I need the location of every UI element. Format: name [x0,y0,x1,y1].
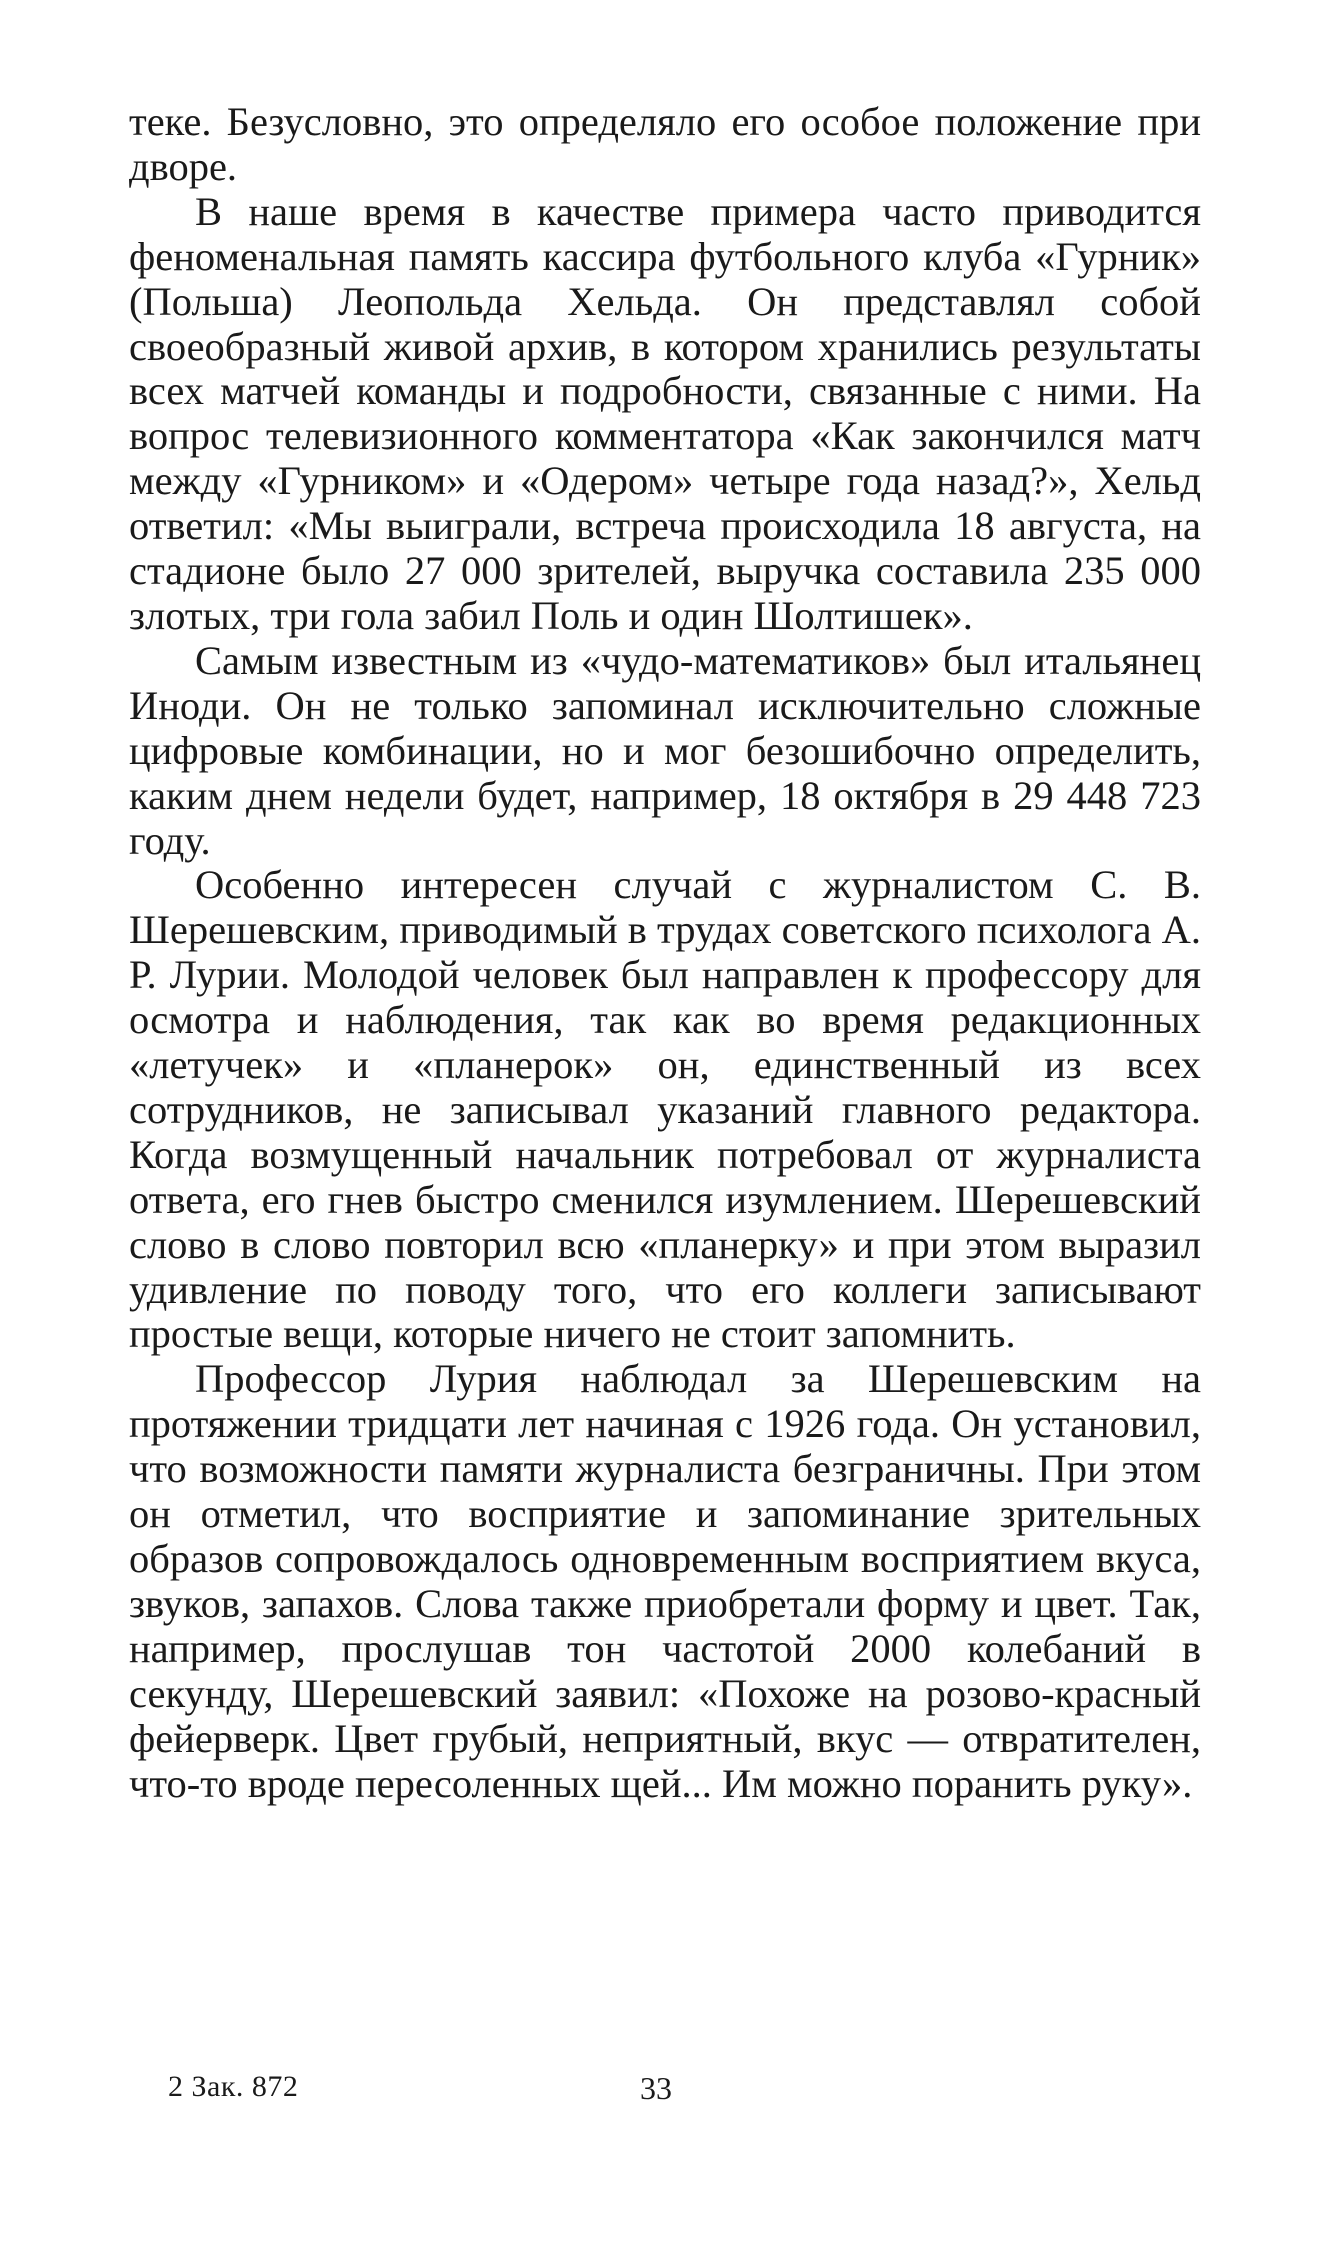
page-footer [0,2070,1325,2118]
paragraph-inodi: Самым известным из «чудо-математиков» был итальянец Иноди. Он не только запоминал исключительно сложные цифровые комбинации, но и мог безошибочно определить, каким днем недели будет, например, 18 октября в 29 448 723 году. [129,637,1201,863]
paragraph-luria: Профессор Лурия наблюдал за Шерешевским на протяжении тридцати лет начиная с 1926 года. Он установил, что возможности памяти журналиста безграничны. При этом он отметил, что восприятие и запоминание зрительных образов сопровождалось одновременным восприятием вкуса, звуков, запахов. Слова также приобретали форму и цвет. Так, например, прослушав тон частотой 2000 колебаний в секунду, Шерешевский заявил: «Похоже на розово-красный фейерверк. Цвет грубый, неприятный, вкус — отвратителен, что-то вроде пересоленных щей... Им можно поранить руку». [129,1356,1201,1806]
page-number: 33 [640,2070,672,2106]
paragraph-shereshevsky: Особенно интересен случай с журналистом С. В. Шерешевским, приводимый в трудах советского психолога А. Р. Лурии. Молодой человек был направлен к профессору для осмотра и наблюдения, так как во время редакционных «летучек» и «планерок» он, единственный из всех сотрудников, не записывал указаний главного редактора. Когда возмущенный начальник потребовал от журналиста ответа, его гнев быстро сменился изумлением. Шерешевский слово в слово повторил всю «планерку» и при этом выразил удивление по поводу того, что его коллеги записывают простые вещи, которые ничего не стоит запомнить. [129,862,1201,1357]
printer-signature: 2 Зак. 872 [168,2070,299,2103]
paragraph-continuation: теке. Безусловно, это определяло его особое положение при дворе. [129,99,1201,189]
paragraph-held: В наше время в качестве примера часто приводится феноменальная память кассира футбольного клуба «Гурник» (Польша) Леопольда Хельда. Он представлял собой своеобразный живой архив, в котором хранились результаты всех матчей команды и подробности, связанные с ними. На вопрос телевизионного комментатора «Как закончился матч между «Гурником» и «Одером» четыре года назад?», Хельд ответил: «Мы выиграли, встреча происходила 18 августа, на стадионе было 27 000 зрителей, выручка составила 235 000 злотых, три гола забил Поль и один Шолтишек». [129,188,1201,638]
body-text [129,100,1201,1806]
